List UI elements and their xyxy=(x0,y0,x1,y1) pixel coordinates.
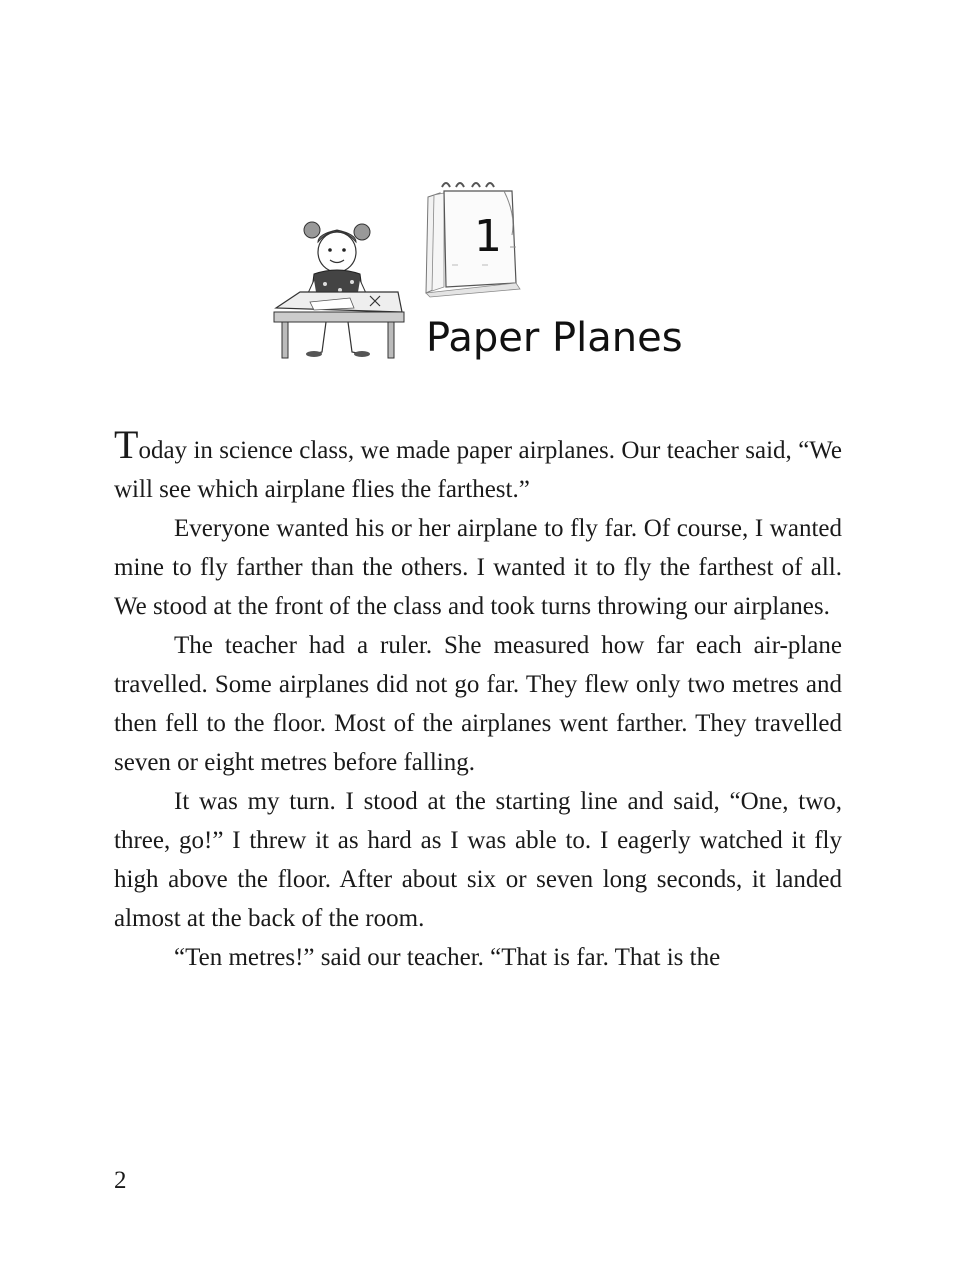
drop-letter: T xyxy=(114,422,139,467)
story-text xyxy=(114,422,842,977)
paragraph-text: oday in science class, we made paper airplanes. Our teacher said, “We will see which airplane flies the farthest.” xyxy=(114,437,842,503)
paragraph: It was my turn. I stood at the starting line and said, “One, two, three, go!” I threw it as hard as I was able to. I eagerly watched it fly high above the floor. After about six or seven long seconds, it landed almost at the back of the room. xyxy=(114,788,842,932)
chapter-header xyxy=(270,170,700,370)
paragraph: Everyone wanted his or her airplane to fly far. Of course, I wanted mine to fly farther than the others. I wanted it to fly the farthest of all. We stood at the front of the class and took turns throwing our airplanes. xyxy=(114,515,842,620)
paragraph: “Ten metres!” said our teacher. “That is far. That is the xyxy=(174,944,721,971)
paragraph xyxy=(114,422,842,509)
chapter-title: Paper Planes xyxy=(426,315,683,361)
paragraph: The teacher had a ruler. She measured how far each air-plane travelled. Some airplanes did not go far. They flew only two metres and then fell to the floor. Most of the airplanes went farther. They travelled seven or eight metres before falling. xyxy=(114,632,842,776)
girl-at-desk-icon xyxy=(270,212,405,360)
chapter-number: 1 xyxy=(474,211,502,262)
page-number: 2 xyxy=(114,1167,127,1194)
